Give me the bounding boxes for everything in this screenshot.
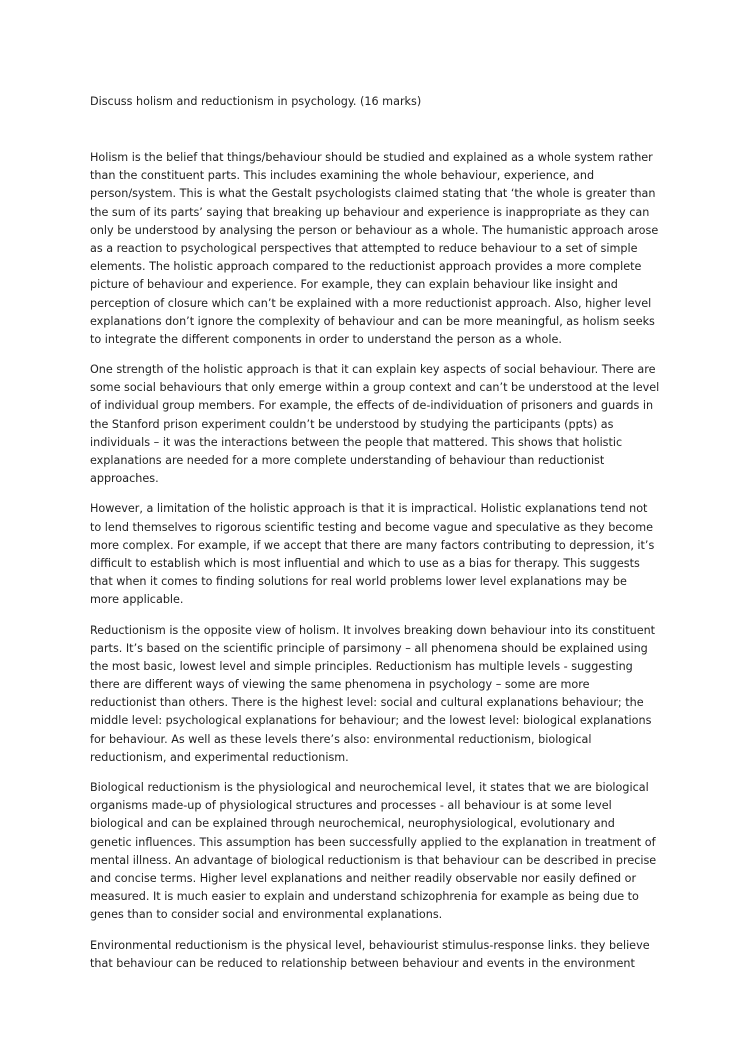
essay-body xyxy=(90,149,682,985)
text-line: parts. It’s based on the scientific principle of parsimony – all phenomena should be explained using xyxy=(90,641,648,655)
text-line: more applicable. xyxy=(90,593,184,607)
text-line: perception of closure which can’t be explained with a more reductionist approach. Also, higher level xyxy=(90,296,652,310)
text-line: organisms made-up of physiological structures and processes - all behaviour is at some level xyxy=(90,799,612,813)
text-line: that when it comes to finding solutions for real world problems lower level explanations may be xyxy=(90,575,627,589)
text-line: than the constituent parts. This includes examining the whole behaviour, experience, and xyxy=(90,169,595,183)
text-line: reductionism, and experimental reductionism. xyxy=(90,750,349,764)
text-line: of individual group members. For example, the effects of de-individuation of prisoners and guards in xyxy=(90,399,654,413)
text-line: only be understood by analysing the person or behaviour as a whole. The humanistic approach arose xyxy=(90,223,659,237)
text-line: genes than to consider social and environmental explanations. xyxy=(90,908,443,922)
text-line: for behaviour. As well as these levels there’s also: environmental reductionism, biological xyxy=(90,732,592,746)
text-line: picture of behaviour and experience. For example, they can explain behaviour like insight and xyxy=(90,278,618,292)
essay-question: Discuss holism and reductionism in psychology. (16 marks) xyxy=(90,95,422,108)
text-line: as a reaction to psychological perspectives that attempted to reduce behaviour to a set of simple xyxy=(90,241,638,255)
text-line: explanations don’t ignore the complexity of behaviour and can be more meaningful, as holism seeks xyxy=(90,314,655,328)
text-line: genetic influences. This assumption has been successfully applied to the explanation in treatment of xyxy=(90,835,656,849)
text-line: Environmental reductionism is the physical level, behaviourist stimulus-response links. they believe xyxy=(90,938,650,952)
text-line: the sum of its parts’ saying that breaking up behaviour and experience is inappropriate as they can xyxy=(90,205,650,219)
paragraph-holism-limitation xyxy=(90,500,682,609)
text-line: that behaviour can be reduced to relationship between behaviour and events in the environment xyxy=(90,956,635,970)
text-line: individuals – it was the interactions between the people that mattered. This shows that holistic xyxy=(90,435,623,449)
text-line: reductionist than others. There is the highest level: social and cultural explanations behaviour; the xyxy=(90,696,644,710)
paragraph-holism-strength xyxy=(90,361,682,488)
text-line: Holism is the belief that things/behaviour should be studied and explained as a whole system rather xyxy=(90,151,653,164)
text-line: the Stanford prison experiment couldn’t be understood by studying the participants (ppts) as xyxy=(90,417,614,431)
text-line: explanations are needed for a more complete understanding of behaviour than reductionist xyxy=(90,454,605,467)
text-line: to integrate the different components in order to understand the person as a whole. xyxy=(90,332,562,346)
text-line: to lend themselves to rigorous scientific testing and become vague and speculative as they become xyxy=(90,520,654,534)
text-line: However, a limitation of the holistic approach is that it is impractical. Holistic explanations tend not xyxy=(90,502,648,516)
text-line: difficult to establish which is most influential and which to use as a bias for therapy. This suggests xyxy=(90,556,640,570)
text-line: Biological reductionism is the physiological and neurochemical level, it states that we are biological xyxy=(90,781,649,794)
text-line: person/system. This is what the Gestalt psychologists claimed stating that ‘the whole is greater than xyxy=(90,187,656,201)
paragraph-reductionism-definition xyxy=(90,622,682,768)
text-line: biological and can be explained through neurochemical, neurophysiological, evolutionary and xyxy=(90,817,615,831)
text-line: elements. The holistic approach compared to the reductionist approach provides a more complete xyxy=(90,260,642,274)
paragraph-holism-definition xyxy=(90,149,682,349)
paragraph-environmental-reductionism xyxy=(90,937,682,973)
text-line: middle level: psychological explanations for behaviour; and the lowest level: biological explanations xyxy=(90,714,652,728)
text-line: mental illness. An advantage of biological reductionism is that behaviour can be described in precise xyxy=(90,853,657,867)
text-line: approaches. xyxy=(90,472,159,486)
text-line: there are different ways of viewing the same phenomena in psychology – some are more xyxy=(90,678,590,692)
text-line: the most basic, lowest level and simple principles. Reductionism has multiple levels - suggesting xyxy=(90,659,633,673)
text-line: measured. It is much easier to explain and understand schizophrenia for example as being due to xyxy=(90,890,639,904)
text-line: and concise terms. Higher level explanations and neither readily observable nor easily defined or xyxy=(90,871,637,885)
text-line: more complex. For example, if we accept that there are many factors contributing to depression, it’s xyxy=(90,538,655,552)
text-line: Reductionism is the opposite view of holism. It involves breaking down behaviour into its constituent xyxy=(90,623,656,637)
paragraph-biological-reductionism xyxy=(90,779,682,925)
text-line: some social behaviours that only emerge within a group context and can’t be understood at the level xyxy=(90,381,660,395)
text-line: One strength of the holistic approach is that it can explain key aspects of social behaviour. There are xyxy=(90,363,656,377)
